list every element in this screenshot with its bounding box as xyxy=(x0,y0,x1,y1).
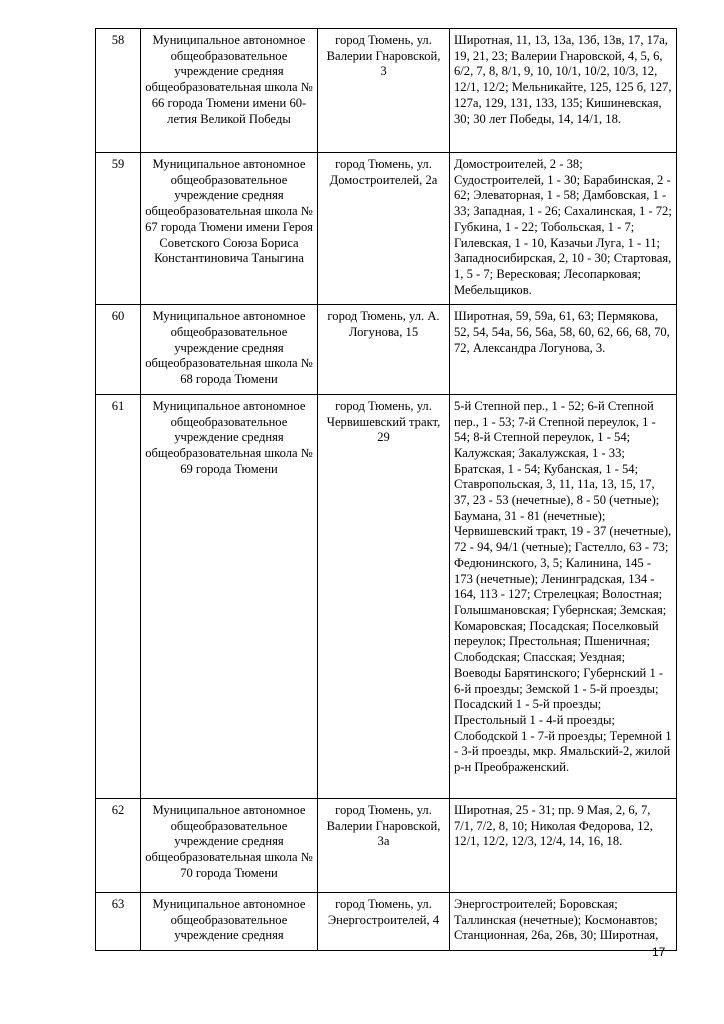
table-row xyxy=(96,892,677,950)
school-name: Муниципальное автономное общеобразовательное учреждение средняя общеобразовательная школа № 70 города Тюмени xyxy=(141,798,318,892)
row-number: 61 xyxy=(96,394,141,798)
school-address: город Тюмень, ул. Валерии Гнаровской, 3а xyxy=(318,798,450,892)
school-address: город Тюмень, ул. Червишевский тракт, 29 xyxy=(318,394,450,798)
table-row xyxy=(96,153,677,305)
table-row xyxy=(96,798,677,892)
assigned-streets: Широтная, 59, 59а, 61, 63; Пермякова, 52, 54, 54а, 56, 56а, 58, 60, 62, 66, 68, 70, 72, Александра Логунова, 3. xyxy=(450,305,677,395)
school-address: город Тюмень, ул. Домостроителей, 2а xyxy=(318,153,450,305)
assigned-streets: 5-й Степной пер., 1 - 52; 6-й Степной пер., 1 - 53; 7-й Степной переулок, 1 - 54; 8-й Степной переулок, 1 - 54; Калужская; Закалужская, 1 - 33; Братская, 1 - 54; Кубанская, 1 - 54; Ставропольская, 3, 11, 11а, 13, 15, 17, 37, 23 - 53 (нечетные), 8 - 50 (четные); Баумана, 31 - 81 (нечетные); Червишевский тракт, 19 - 37 (нечетные), 72 - 94, 94/1 (четные); Гастелло, 63 - 73; Федюнинского, 3, 5; Калинина, 145 - 173 (нечетные); Ленинградская, 134 - 164, 113 - 127; Стрелецкая; Волостная; Голышмановская; Губернская; Земская; Комаровская; Посадская; Поселковый переулок; Престольная; Пшеничная; Слободская; Спасская; Уездная; Воеводы Барятинского; Губернский 1 - 6-й проезды; Земской 1 - 5-й проезды; Посадский 1 - 5-й проезды; Престольный 1 - 4-й проезды; Слободской 1 - 7-й проезды; Теремной 1 - 3-й проезды, мкр. Ямальский-2, жилой р-н Преображенский. xyxy=(450,394,677,798)
school-name: Муниципальное автономное общеобразовательное учреждение средняя xyxy=(141,892,318,950)
school-name: Муниципальное автономное общеобразовательное учреждение средняя общеобразовательная школа № 69 города Тюмени xyxy=(141,394,318,798)
row-number: 60 xyxy=(96,305,141,395)
assigned-streets: Широтная, 11, 13, 13а, 13б, 13в, 17, 17а, 19, 21, 23; Валерии Гнаровской, 4, 5, 6, 6/2, 7, 8, 8/1, 9, 10, 10/1, 10/2, 10/3, 12, 12/1, 12/2; Мельникайте, 125, 125 б, 127, 127а, 129, 131, 133, 135; Кишиневская, 30; 30 лет Победы, 14, 14/1, 18. xyxy=(450,29,677,153)
school-name: Муниципальное автономное общеобразовательное учреждение средняя общеобразовательная школа № 68 города Тюмени xyxy=(141,305,318,395)
school-address: город Тюмень, ул. Энергостроителей, 4 xyxy=(318,892,450,950)
school-name: Муниципальное автономное общеобразовательное учреждение средняя общеобразовательная школа № 67 города Тюмени имени Героя Советского Союза Бориса Константиновича Таныгина xyxy=(141,153,318,305)
assigned-streets: Домостроителей, 2 - 38; Судостроителей, 1 - 30; Барабинская, 2 - 62; Элеваторная, 1 - 58; Дамбовская, 1 - 33; Западная, 1 - 26; Сахалинская, 1 - 72; Губкина, 1 - 22; Тобольская, 1 - 7; Гилевская, 1 - 10, Казачьи Луга, 1 - 11; Западносибирская, 2, 10 - 30; Стартовая, 1, 5 - 7; Вересковая; Лесопарковая; Мебельщиков. xyxy=(450,153,677,305)
school-address: город Тюмень, ул. А. Логунова, 15 xyxy=(318,305,450,395)
table-row xyxy=(96,29,677,153)
table-row xyxy=(96,394,677,798)
row-number: 62 xyxy=(96,798,141,892)
schools-table xyxy=(95,28,677,951)
table-row xyxy=(96,305,677,395)
assigned-streets: Широтная, 25 - 31; пр. 9 Мая, 2, 6, 7, 7/1, 7/2, 8, 10; Николая Федорова, 12, 12/1, 12/2, 12/3, 12/4, 14, 16, 18. xyxy=(450,798,677,892)
row-number: 59 xyxy=(96,153,141,305)
page-number: 17 xyxy=(652,945,666,959)
assigned-streets: Энергостроителей; Боровская; Таллинская (нечетные); Космонавтов; Станционная, 26а, 26в, 30; Широтная, xyxy=(450,892,677,950)
school-address: город Тюмень, ул. Валерии Гнаровской, 3 xyxy=(318,29,450,153)
row-number: 63 xyxy=(96,892,141,950)
school-name: Муниципальное автономное общеобразовательное учреждение средняя общеобразовательная школа № 66 города Тюмени имени 60-летия Великой Победы xyxy=(141,29,318,153)
row-number: 58 xyxy=(96,29,141,153)
